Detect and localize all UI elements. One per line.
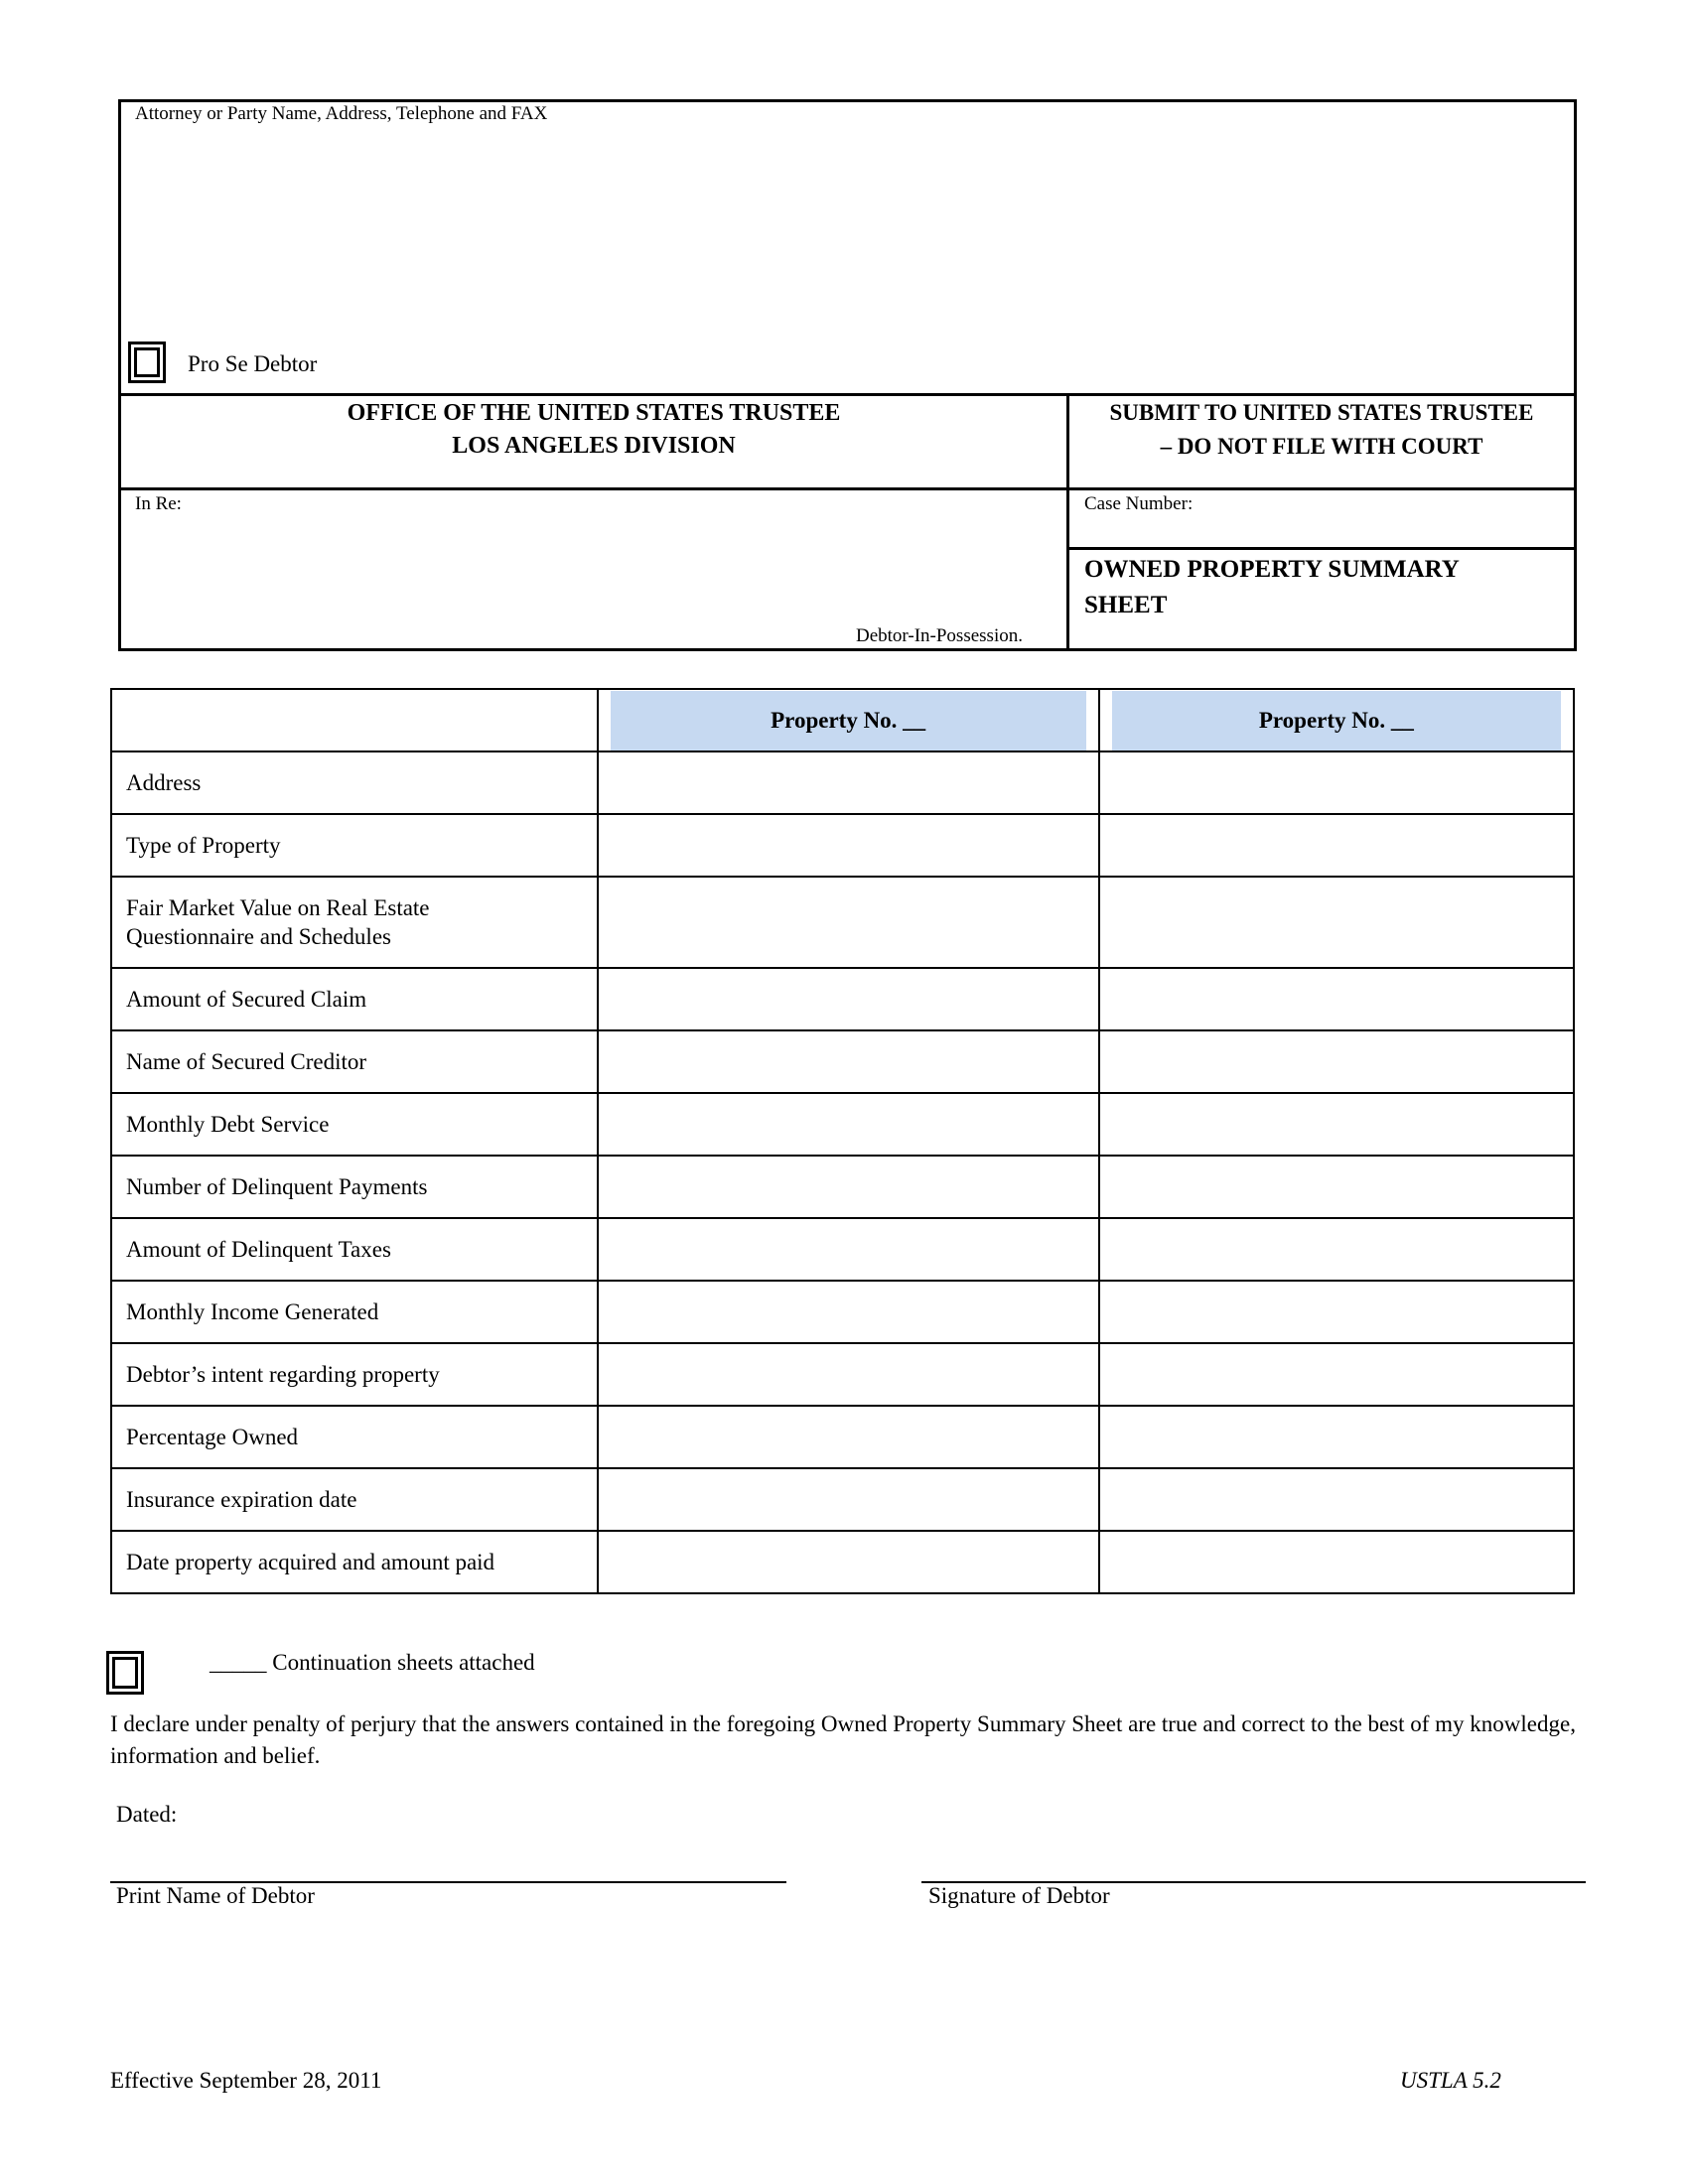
header-blank-cell: [111, 689, 598, 751]
table-row: [111, 1093, 1574, 1156]
property-2-cell[interactable]: [1099, 1156, 1574, 1218]
property-2-cell[interactable]: [1099, 1218, 1574, 1281]
table-row: [111, 1343, 1574, 1406]
row-label: Debtor’s intent regarding property: [111, 1343, 598, 1406]
office-line2: LOS ANGELES DIVISION: [452, 433, 736, 459]
property-1-cell[interactable]: [598, 1406, 1099, 1468]
row-label: Number of Delinquent Payments: [111, 1156, 598, 1218]
table-row: [111, 1218, 1574, 1281]
row-label: Address: [111, 751, 598, 814]
submit-notice: [1069, 396, 1574, 464]
table-header-row: [111, 689, 1574, 751]
declaration-text: I declare under penalty of perjury that the answers contained in the foregoing Owned Property Summary Sheet are true and correct to the best of my knowledge, information and belief.: [110, 1711, 1576, 1768]
table-row: [111, 751, 1574, 814]
property-1-cell[interactable]: [598, 968, 1099, 1030]
property-2-cell[interactable]: [1099, 968, 1574, 1030]
dip-label: Debtor-In-Possession.: [856, 625, 1023, 646]
property-2-cell[interactable]: [1099, 1531, 1574, 1593]
table-row: [111, 1468, 1574, 1531]
row-label: Amount of Secured Claim: [111, 968, 598, 1030]
table-row: [111, 1281, 1574, 1343]
header-cell: [1099, 689, 1574, 751]
property-2-cell[interactable]: [1099, 1281, 1574, 1343]
case-number-label: Case Number:: [1084, 493, 1194, 514]
property-2-cell[interactable]: [1099, 1468, 1574, 1531]
header-cell: [598, 689, 1099, 751]
table-row: [111, 814, 1574, 877]
table-row: [111, 877, 1574, 968]
row-label: Monthly Debt Service: [111, 1093, 598, 1156]
property-1-cell[interactable]: [598, 1156, 1099, 1218]
property-2-cell[interactable]: [1099, 1030, 1574, 1093]
print-name-label: Print Name of Debtor: [116, 1883, 315, 1908]
property-1-cell[interactable]: [598, 1218, 1099, 1281]
property-1-cell[interactable]: [598, 1531, 1099, 1593]
property-1-cell[interactable]: [598, 1468, 1099, 1531]
property-1-cell[interactable]: [598, 1093, 1099, 1156]
property-2-cell[interactable]: [1099, 1093, 1574, 1156]
property-1-cell[interactable]: [598, 751, 1099, 814]
property-1-cell[interactable]: [598, 1343, 1099, 1406]
office-line1: OFFICE OF THE UNITED STATES TRUSTEE: [347, 400, 841, 426]
divider: [1066, 547, 1577, 550]
row-label: Type of Property: [111, 814, 598, 877]
divider: [118, 487, 1577, 490]
property-column-header: Property No. __: [611, 691, 1086, 751]
signature-label: Signature of Debtor: [928, 1883, 1110, 1908]
dated-label: Dated:: [116, 1802, 178, 1827]
property-1-cell[interactable]: [598, 877, 1099, 968]
table-row: [111, 1406, 1574, 1468]
property-1-cell[interactable]: [598, 814, 1099, 877]
property-2-cell[interactable]: [1099, 877, 1574, 968]
form-title-line2: SHEET: [1084, 592, 1168, 618]
submit-line2: – DO NOT FILE WITH COURT: [1160, 434, 1483, 459]
continuation-checkbox[interactable]: [106, 1651, 144, 1695]
property-table: [110, 688, 1575, 1594]
property-2-cell[interactable]: [1099, 814, 1574, 877]
table-row: [111, 1531, 1574, 1593]
property-2-cell[interactable]: [1099, 751, 1574, 814]
table-row: [111, 1156, 1574, 1218]
table-row: [111, 1030, 1574, 1093]
effective-date: Effective September 28, 2011: [110, 2068, 382, 2093]
property-1-cell[interactable]: [598, 1030, 1099, 1093]
submit-line1: SUBMIT TO UNITED STATES TRUSTEE: [1109, 400, 1534, 425]
form-id: USTLA 5.2: [1400, 2068, 1501, 2093]
row-label: Percentage Owned: [111, 1406, 598, 1468]
property-2-cell[interactable]: [1099, 1406, 1574, 1468]
row-label: Monthly Income Generated: [111, 1281, 598, 1343]
row-label: Insurance expiration date: [111, 1468, 598, 1531]
in-re-label: In Re:: [135, 493, 182, 514]
attorney-label: Attorney or Party Name, Address, Telephone and FAX: [135, 103, 548, 124]
office-title: [121, 397, 1066, 463]
property-2-cell[interactable]: [1099, 1343, 1574, 1406]
row-label: Fair Market Value on Real Estate Questionnaire and Schedules: [111, 877, 598, 968]
row-label: Name of Secured Creditor: [111, 1030, 598, 1093]
continuation-label: _____ Continuation sheets attached: [210, 1650, 535, 1675]
pro-se-checkbox[interactable]: [128, 341, 166, 383]
row-label: Amount of Delinquent Taxes: [111, 1218, 598, 1281]
pro-se-label: Pro Se Debtor: [188, 351, 318, 376]
table-row: [111, 968, 1574, 1030]
row-label: Date property acquired and amount paid: [111, 1531, 598, 1593]
property-1-cell[interactable]: [598, 1281, 1099, 1343]
property-column-header: Property No. __: [1112, 691, 1561, 751]
form-title-line1: OWNED PROPERTY SUMMARY: [1084, 556, 1460, 583]
form-title: [1084, 552, 1460, 623]
